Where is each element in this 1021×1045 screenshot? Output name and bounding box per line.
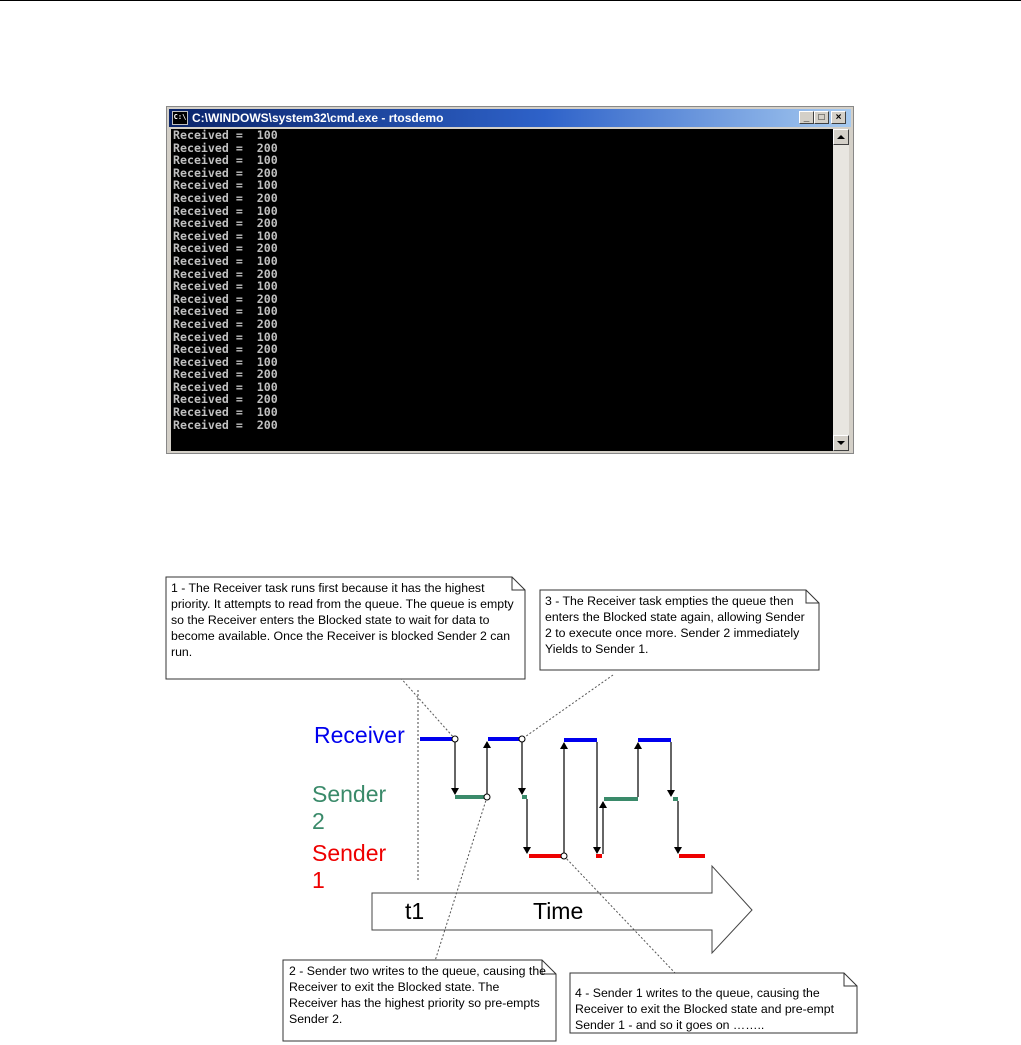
console-line: Received = 200 (173, 165, 278, 180)
sender1-label: Sender 1 (312, 840, 387, 893)
event-marker-2 (484, 794, 490, 800)
console-line: Received = 200 (173, 342, 278, 357)
console-line: Received = 200 (173, 367, 278, 382)
maximize-button[interactable]: □ (814, 111, 829, 124)
console-line: Received = 200 (173, 190, 278, 205)
console-line: Received = 100 (173, 129, 278, 142)
console-line: Received = 100 (173, 253, 278, 268)
console-line: Received = 200 (173, 241, 278, 256)
console-line: Received = 200 (173, 216, 278, 231)
close-button[interactable]: × (831, 111, 846, 124)
console-line: Received = 100 (173, 304, 278, 319)
sender2-label: Sender 2 (312, 781, 387, 834)
note-3-text: 3 - The Receiver task empties the queue then enters the Blocked state again, allowing Sender 2 to execute once more. Sender 2 immediately Yields to Sender 1. (545, 594, 805, 656)
title-bar[interactable] (169, 109, 851, 127)
arrow-up-icon (837, 134, 845, 140)
leader-3 (522, 675, 613, 739)
console-line: Received = 100 (173, 279, 278, 294)
event-marker-1 (452, 736, 458, 742)
console-line: Received = 200 (173, 417, 278, 432)
console-line: Received = 100 (173, 405, 278, 420)
console-line: Received = 200 (173, 392, 278, 407)
console-window (166, 106, 854, 454)
console-line: Received = 100 (173, 379, 278, 394)
console-line: Received = 100 (173, 228, 278, 243)
event-marker-3 (519, 736, 525, 742)
minimize-button[interactable]: _ (799, 111, 814, 124)
console-line: Received = 200 (173, 291, 278, 306)
leader-2 (435, 797, 487, 961)
page-top-rule (0, 0, 1021, 1)
leader-1 (398, 675, 455, 739)
console-line: Received = 100 (173, 203, 278, 218)
receiver-label: Receiver (314, 722, 405, 748)
console-line: Received = 100 (173, 153, 278, 168)
vertical-scrollbar[interactable] (833, 129, 849, 451)
t1-label: t1 (405, 898, 425, 924)
console-line: Received = 100 (173, 329, 278, 344)
cmd-app-icon[interactable]: C:\ (172, 111, 188, 125)
scroll-down-button[interactable] (833, 435, 849, 451)
note-2-text: 2 - Sender two writes to the queue, causing the Receiver to exit the Blocked state. The Receiver has the highest priority so pre-empts Sender 2. (289, 964, 547, 1026)
console-line: Received = 200 (173, 266, 278, 281)
arrow-down-icon (837, 440, 845, 446)
note-1-text: 1 - The Receiver task runs first because it has the highest priority. It attempts to read from the queue. The queue is empty so the Receiver enters the Blocked state to wait for data to become available. Once the Receiver is blocked Sender 2 can run. (171, 581, 514, 659)
console-line: Received = 200 (173, 140, 278, 155)
console-output[interactable] (171, 129, 833, 451)
event-marker-4 (561, 853, 567, 859)
scroll-up-button[interactable] (833, 129, 849, 145)
console-line: Received = 200 (173, 316, 278, 331)
window-title: C:\WINDOWS\system32\cmd.exe - rtosdemo (192, 111, 444, 125)
console-line: Received = 100 (173, 354, 278, 369)
time-label: Time (533, 898, 584, 924)
console-line: Received = 100 (173, 178, 278, 193)
note-4-text: 4 - Sender 1 writes to the queue, causing the Receiver to exit the Blocked state and pre-empt Sender 1 - and so it goes on …….. (575, 986, 835, 1032)
